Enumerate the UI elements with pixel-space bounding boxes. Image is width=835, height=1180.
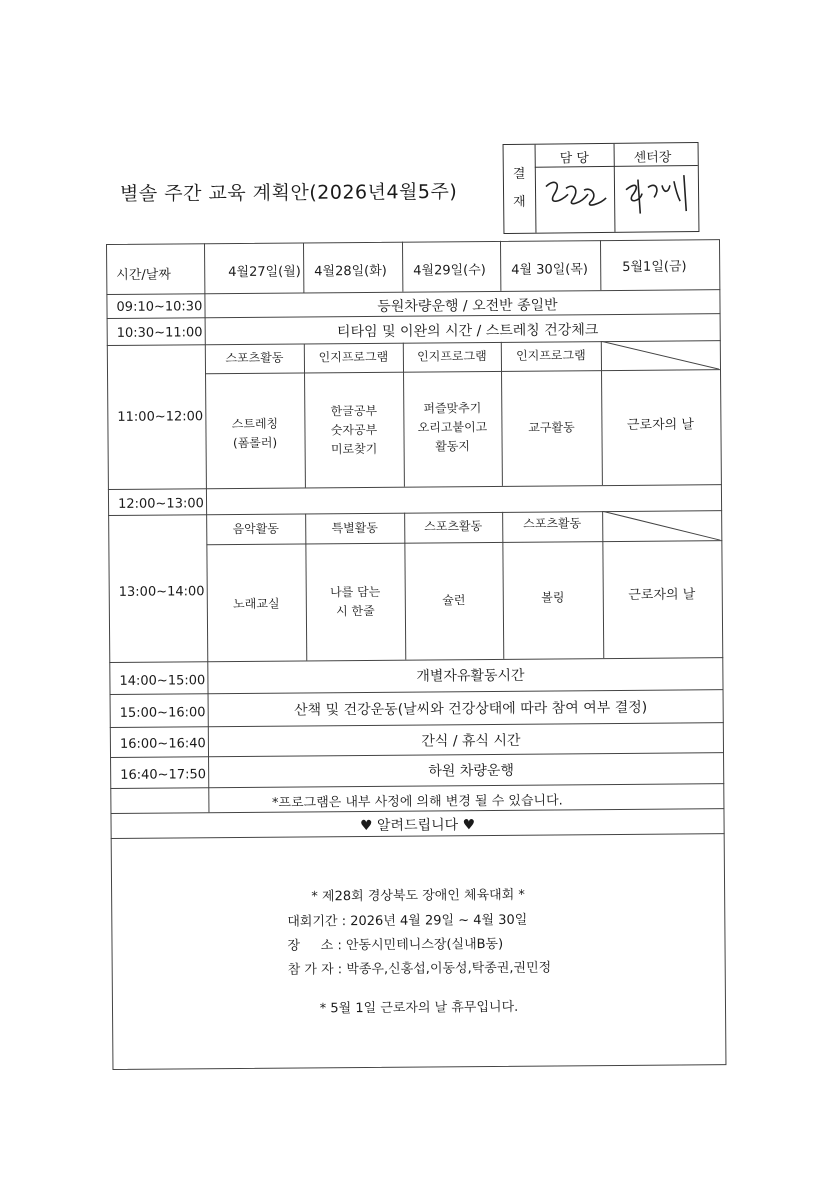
- activity-line: 나를 담는: [330, 584, 381, 600]
- category-label: 특별활동: [331, 520, 378, 536]
- category-label: 스포츠활동: [225, 350, 284, 366]
- time-label: 14:00~15:00: [119, 673, 206, 689]
- time-label: 12:00~13:00: [117, 496, 204, 512]
- activity-line: (폼롤러): [232, 435, 278, 451]
- day-header-tue: 4월28일(화): [314, 263, 387, 280]
- category-label: 스포츠활동: [523, 516, 582, 531]
- members-label: 참 가 자 :: [287, 962, 347, 978]
- day-header-wed: 4월29일(수): [413, 263, 486, 279]
- time-label: 11:00~12:00: [117, 409, 204, 425]
- day-header-mon: 4월27일(월): [228, 264, 301, 281]
- event-place: [287, 933, 503, 954]
- event-period: [287, 909, 527, 930]
- activity-text: [304, 402, 403, 460]
- approval-divider: [614, 144, 616, 232]
- time-label: 15:00~16:00: [119, 705, 206, 721]
- activity-line: 오리고붙이고: [417, 420, 488, 435]
- time-label: 09:10~10:30: [116, 299, 203, 315]
- activity-text: 볼링: [541, 590, 565, 605]
- activity-text: 슐런: [442, 593, 466, 608]
- time-label: 16:40~17:50: [120, 767, 207, 783]
- approval-manager-label: 담 당: [559, 151, 590, 167]
- place-label: 장 소 :: [287, 938, 347, 954]
- row-content: 등원차량운행 / 오전반 종일반: [377, 297, 558, 315]
- time-label: 10:30~11:00: [116, 325, 203, 341]
- empty-cell-diagonal: [601, 340, 719, 370]
- row-content: 간식 / 휴식 시간: [421, 732, 521, 750]
- activity-line: 활동지: [435, 439, 471, 454]
- category-label: 음악활동: [232, 521, 279, 537]
- activity-text: [403, 399, 501, 457]
- announcement-heading: ♥ 알려드립니다 ♥: [359, 817, 476, 835]
- event-members: [288, 957, 552, 978]
- empty-cell-diagonal: [602, 510, 720, 541]
- time-date-header: 시간/날짜: [116, 267, 171, 283]
- activity-text: [205, 414, 304, 453]
- day-header-thu: 4월 30일(목): [511, 262, 589, 278]
- time-label: 16:00~16:40: [119, 736, 206, 752]
- row-content: 산책 및 건강운동(날씨와 건강상태에 따라 참여 여부 결정): [294, 699, 648, 719]
- day-header-fri: 5월1일(금): [622, 259, 687, 275]
- category-label: 스포츠활동: [424, 519, 483, 534]
- row-content: 개별자유활동시간: [416, 667, 525, 685]
- event-title: * 제28회 경상북도 장애인 체육대회 *: [311, 887, 525, 905]
- approval-side-label: 재: [513, 194, 526, 210]
- activity-line: 숫자공부: [330, 422, 378, 438]
- holiday-text: 근로자의 날: [628, 587, 696, 603]
- row-content: 하원 차량운행: [428, 762, 515, 780]
- holiday-text: 근로자의 날: [626, 417, 694, 433]
- activity-text: 교구활동: [528, 420, 575, 435]
- activity-text: 노래교실: [233, 596, 280, 612]
- activity-line: 퍼즐맞추기: [423, 401, 482, 416]
- members-value: 박종우,신홍섭,이동성,탁종권,권민정: [346, 960, 552, 978]
- place-value: 안동시민테니스장(실내B동): [345, 936, 504, 954]
- page-title: 별솔 주간 교육 계획안(2026년4월5주): [119, 180, 458, 206]
- category-label: 인지프로그램: [318, 349, 389, 365]
- activity-text: [306, 583, 405, 622]
- period-label: 대회기간 :: [287, 914, 351, 930]
- category-label: 인지프로그램: [417, 349, 487, 364]
- director-signature: [618, 167, 699, 228]
- manager-signature: [540, 172, 611, 223]
- activity-line: 한글공부: [330, 403, 378, 419]
- category-label: 인지프로그램: [516, 348, 586, 363]
- activity-line: 미로찾기: [330, 441, 378, 457]
- activity-line: 시 한줄: [336, 603, 375, 619]
- approval-side-label: 결: [512, 166, 526, 182]
- schedule-change-notice: *프로그램은 내부 사정에 의해 변경 될 수 있습니다.: [271, 793, 563, 811]
- schedule-sheet: [106, 239, 726, 1070]
- activity-line: 스트레칭: [231, 416, 279, 432]
- period-value: 2026년 4월 29일 ~ 4월 30일: [350, 912, 528, 930]
- row-content: 티타임 및 이완의 시간 / 스트레칭 건강체크: [336, 322, 599, 341]
- approval-director-label: 센터장: [633, 150, 672, 166]
- holiday-notice: * 5월 1일 근로자의 날 휴무입니다.: [319, 999, 519, 1017]
- approval-box: [503, 142, 700, 234]
- time-label: 13:00~14:00: [118, 584, 205, 600]
- approval-divider: [535, 145, 537, 233]
